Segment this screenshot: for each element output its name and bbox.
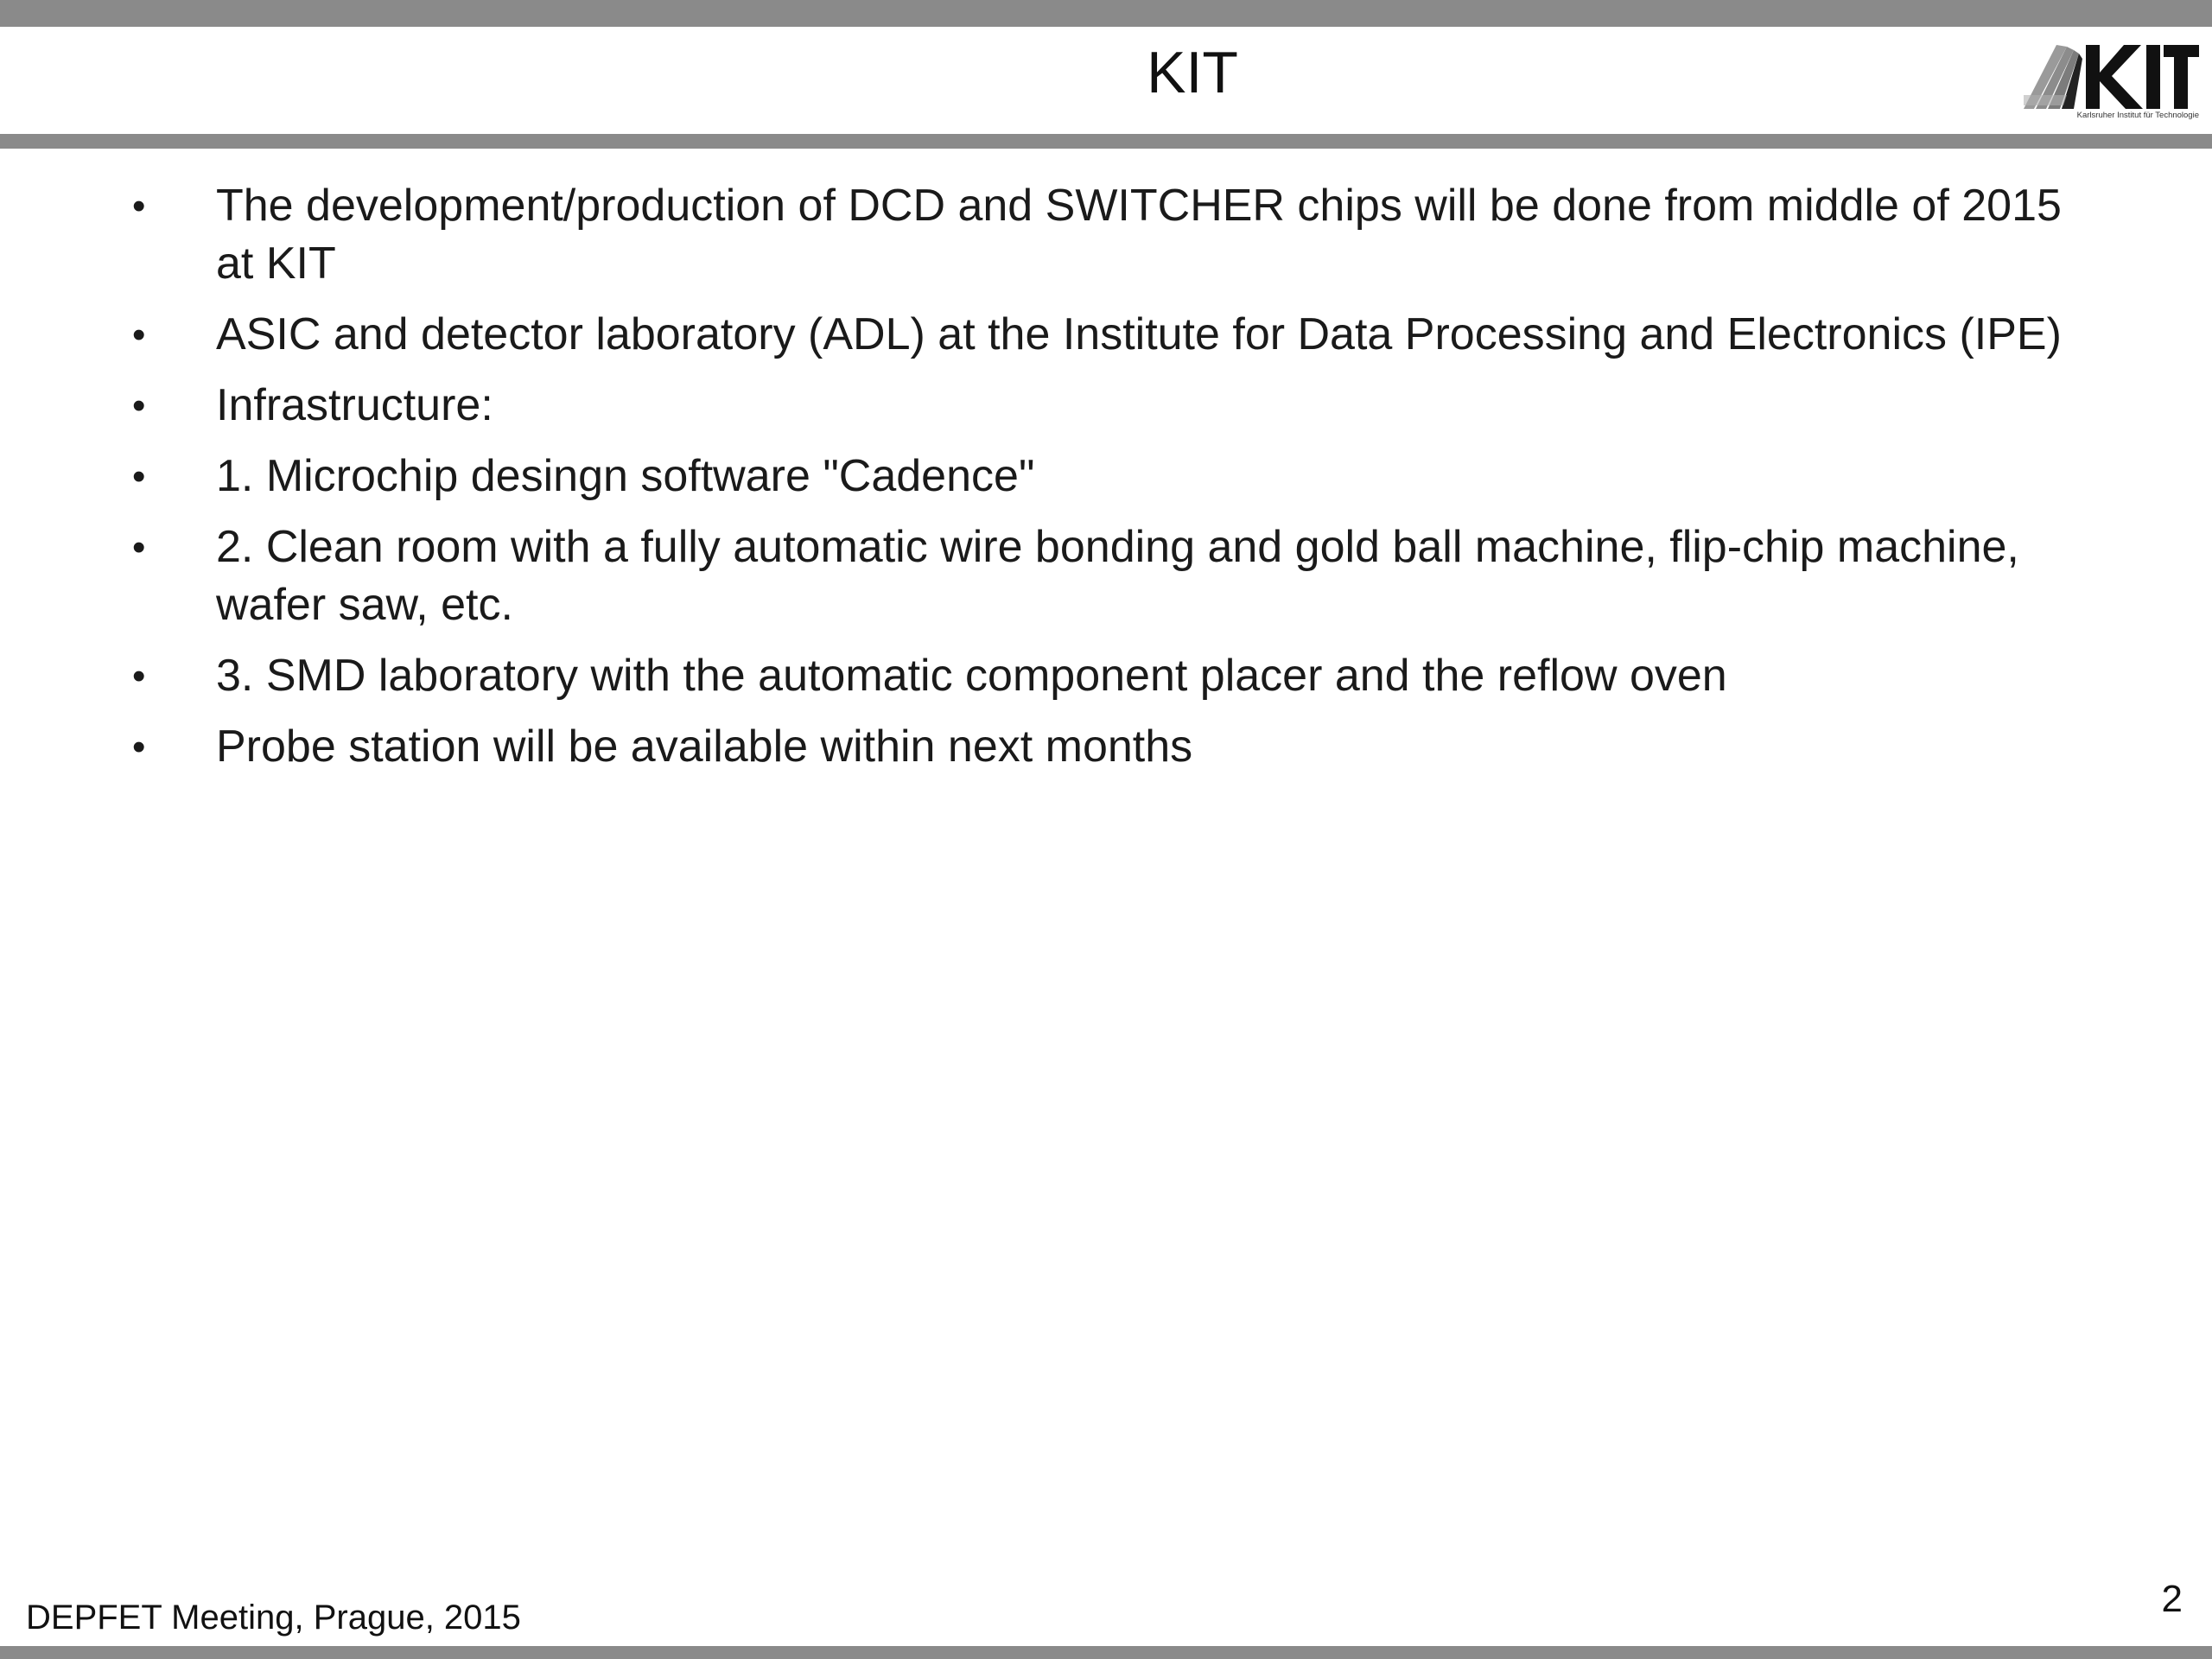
bullet-text: 3. SMD laboratory with the automatic component placer and the reflow oven <box>216 651 1727 701</box>
bullet-item <box>0 177 2074 293</box>
bullet-item <box>0 377 2074 435</box>
bullet-text: The development/production of DCD and SWITCHER chips will be done from middle of 2015 at KIT <box>216 181 2062 289</box>
bullet-list <box>0 177 2212 789</box>
bullet-item <box>0 518 2074 634</box>
bullet-dot: • <box>132 655 146 697</box>
bullet-item <box>0 306 2074 364</box>
bullet-dot: • <box>132 385 146 427</box>
bullet-text: 2. Clean room with a fully automatic wire bonding and gold ball machine, flip-chip machine, wafer saw, etc. <box>216 522 2019 630</box>
bullet-item <box>0 647 2074 705</box>
kit-logo <box>2022 41 2199 126</box>
bullet-text: ASIC and detector laboratory (ADL) at the Institute for Data Processing and Electronics (IPE) <box>216 309 2062 359</box>
bullet-text: 1. Microchip desingn software "Cadence" <box>216 451 1035 501</box>
kit-logo-tagline: Karlsruher Institut für Technologie <box>2076 111 2199 120</box>
slide-title: KIT <box>1147 40 1238 105</box>
bullet-dot: • <box>132 185 146 227</box>
kit-logo-icon <box>2022 41 2199 111</box>
page-number: 2 <box>2161 1578 2183 1620</box>
bottom-bar <box>0 1646 2212 1659</box>
bullet-dot: • <box>132 726 146 768</box>
bullet-dot: • <box>132 526 146 569</box>
bullet-dot: • <box>132 314 146 356</box>
bullet-item <box>0 718 2074 776</box>
bullet-dot: • <box>132 455 146 498</box>
footer-event: DEPFET Meeting, Prague, 2015 <box>26 1599 521 1637</box>
bullet-item <box>0 448 2074 505</box>
bullet-text: Infrastructure: <box>216 380 493 430</box>
top-bar <box>0 0 2212 27</box>
header-divider <box>0 134 2212 149</box>
bullet-text: Probe station will be available within next months <box>216 721 1193 772</box>
header <box>0 38 2212 107</box>
